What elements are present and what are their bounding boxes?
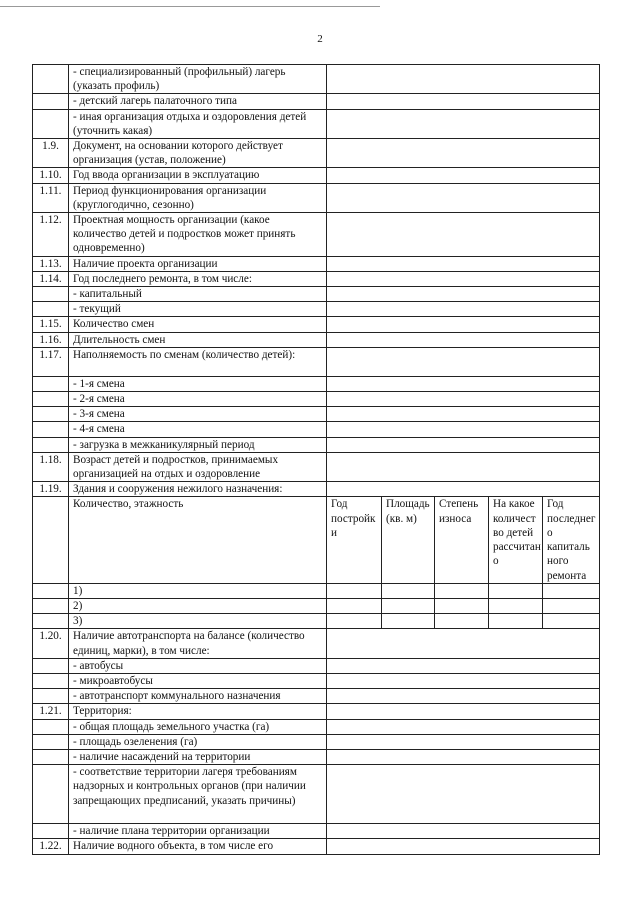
- value-field[interactable]: [327, 824, 600, 839]
- item-label: - наличие плана территории организации: [69, 824, 327, 839]
- item-number: 1.13.: [33, 256, 69, 271]
- building-item-label: 3): [69, 614, 327, 629]
- item-number: [33, 673, 69, 688]
- table-row: [33, 704, 600, 719]
- building-value-cell[interactable]: [435, 598, 489, 613]
- value-field[interactable]: [327, 347, 600, 376]
- value-field[interactable]: [327, 765, 600, 824]
- table-row: [33, 109, 600, 138]
- item-label: - автотранспорт коммунального назначения: [69, 689, 327, 704]
- item-label: - соответствие территории лагеря требованиям надзорных и контрольных органов (при наличии запрещающих предписаний, указать причины): [69, 765, 327, 824]
- value-field[interactable]: [327, 271, 600, 286]
- item-number: [33, 689, 69, 704]
- building-value-cell[interactable]: [489, 583, 543, 598]
- table-row: [33, 317, 600, 332]
- item-label: Наличие проекта организации: [69, 256, 327, 271]
- item-label: - 3-я смена: [69, 407, 327, 422]
- item-number: 1.10.: [33, 168, 69, 183]
- value-field[interactable]: [327, 94, 600, 109]
- table-row: [33, 765, 600, 824]
- table-row: [33, 673, 600, 688]
- value-field[interactable]: [327, 704, 600, 719]
- building-value-cell[interactable]: [543, 583, 600, 598]
- empty-cell: [33, 583, 69, 598]
- value-field[interactable]: [327, 256, 600, 271]
- item-number: [33, 422, 69, 437]
- value-field[interactable]: [327, 213, 600, 257]
- value-field[interactable]: [327, 109, 600, 138]
- item-label: - площадь озеленения (га): [69, 734, 327, 749]
- item-number: [33, 376, 69, 391]
- table-row: [33, 824, 600, 839]
- empty-cell: [33, 598, 69, 613]
- item-label: Количество смен: [69, 317, 327, 332]
- form-table: [32, 64, 600, 855]
- table-row: [33, 168, 600, 183]
- value-field[interactable]: [327, 437, 600, 452]
- table-row: [33, 376, 600, 391]
- table-row: [33, 94, 600, 109]
- value-field[interactable]: [327, 658, 600, 673]
- item-number: 1.20.: [33, 629, 69, 658]
- building-value-cell[interactable]: [435, 614, 489, 629]
- item-number: 1.16.: [33, 332, 69, 347]
- building-row: [33, 598, 600, 613]
- empty-cell: [33, 497, 69, 583]
- buildings-header-row: [33, 497, 600, 583]
- item-label: Наличие водного объекта, в том числе его: [69, 839, 327, 854]
- item-number: 1.21.: [33, 704, 69, 719]
- table-row: [33, 689, 600, 704]
- table-row: [33, 482, 600, 497]
- buildings-col-header: На какое количест во детей рассчитан о: [489, 497, 543, 583]
- table-row: [33, 407, 600, 422]
- building-value-cell[interactable]: [489, 614, 543, 629]
- table-row: [33, 287, 600, 302]
- table-row: [33, 422, 600, 437]
- item-label: - 4-я смена: [69, 422, 327, 437]
- item-number: 1.15.: [33, 317, 69, 332]
- item-label: - 2-я смена: [69, 392, 327, 407]
- item-number: 1.14.: [33, 271, 69, 286]
- item-number: 1.17.: [33, 347, 69, 376]
- item-number: [33, 824, 69, 839]
- building-item-label: 2): [69, 598, 327, 613]
- table-row: [33, 139, 600, 168]
- buildings-col-header: Степень износа: [435, 497, 489, 583]
- value-field[interactable]: [327, 287, 600, 302]
- value-field[interactable]: [327, 839, 600, 854]
- building-value-cell[interactable]: [543, 614, 600, 629]
- table-row: [33, 452, 600, 481]
- item-number: 1.18.: [33, 452, 69, 481]
- item-number: [33, 719, 69, 734]
- value-field[interactable]: [327, 317, 600, 332]
- table-row: [33, 302, 600, 317]
- building-value-cell[interactable]: [327, 598, 382, 613]
- value-field[interactable]: [327, 65, 600, 94]
- item-label: Документ, на основании которого действует организация (устав, положение): [69, 139, 327, 168]
- item-label: - загрузка в межканикулярный период: [69, 437, 327, 452]
- item-label: Территория:: [69, 704, 327, 719]
- building-value-cell[interactable]: [543, 598, 600, 613]
- item-number: [33, 749, 69, 764]
- value-field[interactable]: [327, 689, 600, 704]
- value-field[interactable]: [327, 482, 600, 497]
- buildings-col-header: Площадь (кв. м): [382, 497, 435, 583]
- item-label: Проектная мощность организации (какое количество детей и подростков может принять одновременно): [69, 213, 327, 257]
- building-value-cell[interactable]: [327, 583, 382, 598]
- item-label: - наличие насаждений на территории: [69, 749, 327, 764]
- building-value-cell[interactable]: [382, 583, 435, 598]
- value-field[interactable]: [327, 392, 600, 407]
- item-number: [33, 437, 69, 452]
- item-number: [33, 765, 69, 824]
- value-field[interactable]: [327, 407, 600, 422]
- building-item-label: 1): [69, 583, 327, 598]
- item-number: [33, 109, 69, 138]
- item-label: Возраст детей и подростков, принимаемых организацией на отдых и оздоровление: [69, 452, 327, 481]
- value-field[interactable]: [327, 629, 600, 658]
- table-row: [33, 629, 600, 658]
- value-field[interactable]: [327, 139, 600, 168]
- value-field[interactable]: [327, 734, 600, 749]
- buildings-header-label: Количество, этажность: [69, 497, 327, 583]
- item-label: - специализированный (профильный) лагерь (указать профиль): [69, 65, 327, 94]
- item-number: 1.12.: [33, 213, 69, 257]
- table-row: [33, 749, 600, 764]
- item-label: - 1-я смена: [69, 376, 327, 391]
- item-label: Наличие автотранспорта на балансе (количество единиц, марки), в том числе:: [69, 629, 327, 658]
- item-label: - капитальный: [69, 287, 327, 302]
- table-row: [33, 437, 600, 452]
- table-row: [33, 256, 600, 271]
- item-label: Длительность смен: [69, 332, 327, 347]
- value-field[interactable]: [327, 719, 600, 734]
- item-label: Период функционирования организации (круглогодично, сезонно): [69, 183, 327, 212]
- value-field[interactable]: [327, 422, 600, 437]
- value-field[interactable]: [327, 302, 600, 317]
- value-field[interactable]: [327, 749, 600, 764]
- page-number: 2: [317, 33, 323, 45]
- building-value-cell[interactable]: [382, 598, 435, 613]
- item-number: [33, 392, 69, 407]
- item-number: [33, 734, 69, 749]
- building-value-cell[interactable]: [489, 598, 543, 613]
- item-label: Год последнего ремонта, в том числе:: [69, 271, 327, 286]
- building-value-cell[interactable]: [435, 583, 489, 598]
- table-row: [33, 271, 600, 286]
- buildings-col-header: Год последнег о капиталь ного ремонта: [543, 497, 600, 583]
- item-number: [33, 407, 69, 422]
- building-row: [33, 583, 600, 598]
- value-field[interactable]: [327, 183, 600, 212]
- item-label: - детский лагерь палаточного типа: [69, 94, 327, 109]
- item-label: - текущий: [69, 302, 327, 317]
- value-field[interactable]: [327, 452, 600, 481]
- item-number: [33, 658, 69, 673]
- building-value-cell[interactable]: [382, 614, 435, 629]
- item-number: 1.22.: [33, 839, 69, 854]
- item-number: [33, 94, 69, 109]
- item-label: - общая площадь земельного участка (га): [69, 719, 327, 734]
- table-row: [33, 658, 600, 673]
- value-field[interactable]: [327, 168, 600, 183]
- table-row: [33, 65, 600, 94]
- item-number: [33, 65, 69, 94]
- value-field[interactable]: [327, 376, 600, 391]
- table-row: [33, 392, 600, 407]
- item-label: Наполняемость по сменам (количество детей):: [69, 347, 327, 376]
- value-field[interactable]: [327, 673, 600, 688]
- table-row: [33, 183, 600, 212]
- building-row: [33, 614, 600, 629]
- table-row: [33, 347, 600, 376]
- value-field[interactable]: [327, 332, 600, 347]
- item-label: Здания и сооружения нежилого назначения:: [69, 482, 327, 497]
- table-row: [33, 719, 600, 734]
- item-label: - иная организация отдыха и оздоровления детей (уточнить какая): [69, 109, 327, 138]
- item-number: [33, 287, 69, 302]
- empty-cell: [33, 614, 69, 629]
- item-label: - автобусы: [69, 658, 327, 673]
- scan-top-line: [0, 6, 380, 7]
- item-number: [33, 302, 69, 317]
- table-row: [33, 734, 600, 749]
- buildings-col-header: Год постройк и: [327, 497, 382, 583]
- item-label: Год ввода организации в эксплуатацию: [69, 168, 327, 183]
- table-row: [33, 839, 600, 854]
- building-value-cell[interactable]: [327, 614, 382, 629]
- item-number: 1.9.: [33, 139, 69, 168]
- item-label: - микроавтобусы: [69, 673, 327, 688]
- item-number: 1.19.: [33, 482, 69, 497]
- table-row: [33, 332, 600, 347]
- item-number: 1.11.: [33, 183, 69, 212]
- table-row: [33, 213, 600, 257]
